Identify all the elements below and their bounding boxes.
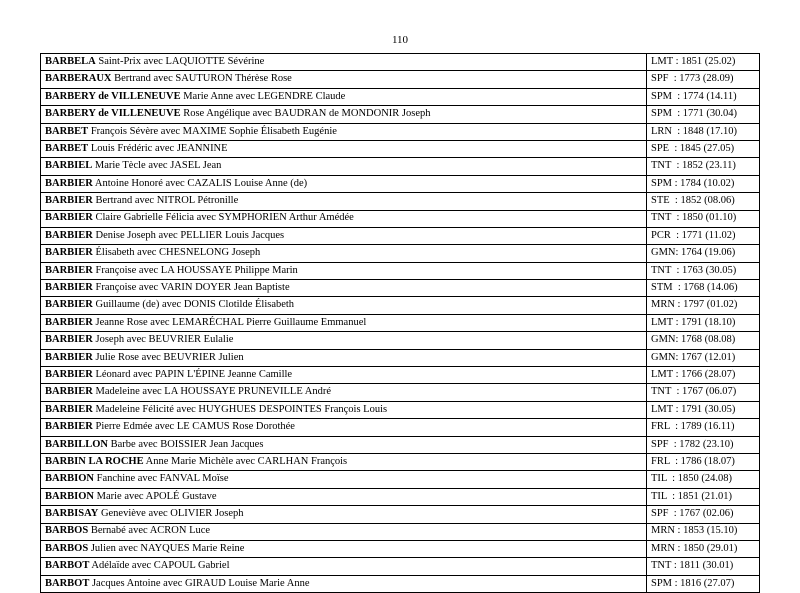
spouses-names: Marie Tècle avec JASEL Jean — [94, 160, 222, 172]
surname: BARBION — [45, 473, 95, 485]
parish-date-cell: SPM : 1774 (14.11) — [647, 88, 760, 105]
names-cell — [41, 262, 647, 279]
marriage-index-table — [40, 53, 760, 593]
parish-date-cell: LMT : 1791 (30.05) — [647, 401, 760, 418]
table-row — [41, 453, 760, 470]
table-row — [41, 210, 760, 227]
surname: BARBIER — [45, 351, 93, 363]
spouses-names: Élisabeth avec CHESNELONG Joseph — [95, 247, 261, 259]
spouses-names: Françoise avec LA HOUSSAYE Philippe Marin — [95, 264, 298, 276]
page-number: 110 — [391, 34, 409, 46]
names-cell — [41, 193, 647, 210]
parish-date-cell: SPM : 1771 (30.04) — [647, 106, 760, 123]
parish-date-cell: TNT : 1767 (06.07) — [647, 384, 760, 401]
spouses-names: Bertrand avec NITROL Pétronille — [95, 195, 239, 207]
table-row — [41, 54, 760, 71]
surname: BARBIER — [45, 403, 93, 415]
parish-date-cell: TNT : 1850 (01.10) — [647, 210, 760, 227]
names-cell — [41, 332, 647, 349]
table-row — [41, 106, 760, 123]
names-cell — [41, 123, 647, 140]
parish-date-cell: MRN : 1797 (01.02) — [647, 297, 760, 314]
spouses-names: Barbe avec BOISSIER Jean Jacques — [110, 438, 264, 450]
parish-date-cell: SPF : 1767 (02.06) — [647, 506, 760, 523]
parish-date-cell: FRL : 1789 (16.11) — [647, 419, 760, 436]
names-cell — [41, 245, 647, 262]
names-cell — [41, 488, 647, 505]
names-cell — [41, 436, 647, 453]
table-row — [41, 419, 760, 436]
table-row — [41, 158, 760, 175]
surname: BARBIER — [45, 282, 93, 294]
table-row — [41, 401, 760, 418]
table-row — [41, 471, 760, 488]
parish-date-cell: GMN: 1768 (08.08) — [647, 332, 760, 349]
table-row — [41, 540, 760, 557]
surname: BARBIER — [45, 229, 93, 241]
names-cell — [41, 210, 647, 227]
table-row — [41, 88, 760, 105]
parish-date-cell: SPF : 1773 (28.09) — [647, 71, 760, 88]
surname: BARBIER — [45, 368, 93, 380]
table-row — [41, 436, 760, 453]
names-cell — [41, 540, 647, 557]
table-row — [41, 575, 760, 592]
names-cell — [41, 419, 647, 436]
spouses-names: Julien avec NAYQUES Marie Reine — [90, 542, 245, 554]
names-cell — [41, 140, 647, 157]
parish-date-cell: LMT : 1766 (28.07) — [647, 367, 760, 384]
names-cell — [41, 175, 647, 192]
table-row — [41, 367, 760, 384]
parish-date-cell: SPF : 1782 (23.10) — [647, 436, 760, 453]
spouses-names: Jeanne Rose avec LEMARÉCHAL Pierre Guillaume Emmanuel — [95, 316, 367, 328]
surname: BARBIER — [45, 334, 93, 346]
table-row — [41, 384, 760, 401]
spouses-names: Fanchine avec FANVAL Moïse — [96, 473, 229, 485]
surname: BARBIER — [45, 212, 93, 224]
table-row — [41, 262, 760, 279]
spouses-names: Anne Marie Michèle avec CARLHAN François — [145, 455, 348, 467]
names-cell — [41, 314, 647, 331]
surname: BARBILLON — [45, 438, 109, 450]
parish-date-cell: SPE : 1845 (27.05) — [647, 140, 760, 157]
parish-date-cell: STM : 1768 (14.06) — [647, 280, 760, 297]
surname: BARBIN LA ROCHE — [45, 455, 144, 467]
table-row — [41, 558, 760, 575]
parish-date-cell: LMT : 1791 (18.10) — [647, 314, 760, 331]
table-row — [41, 140, 760, 157]
table-row — [41, 314, 760, 331]
names-cell — [41, 280, 647, 297]
names-cell — [41, 349, 647, 366]
spouses-names: Marie Anne avec LEGENDRE Claude — [183, 90, 346, 102]
spouses-names: Jacques Antoine avec GIRAUD Louise Marie Anne — [91, 577, 310, 589]
table-body — [41, 54, 760, 593]
names-cell — [41, 384, 647, 401]
spouses-names: Saint-Prix avec LAQUIOTTE Sévérine — [98, 55, 265, 67]
spouses-names: Adélaïde avec CAPOUL Gabriel — [91, 560, 230, 572]
names-cell — [41, 106, 647, 123]
names-cell — [41, 158, 647, 175]
table-row — [41, 349, 760, 366]
table-row — [41, 175, 760, 192]
parish-date-cell: SPM : 1784 (10.02) — [647, 175, 760, 192]
spouses-names: Madeleine Félicité avec HUYGHUES DESPOINTES François Louis — [95, 403, 388, 415]
spouses-names: Madeleine avec LA HOUSSAYE PRUNEVILLE André — [95, 386, 332, 398]
names-cell — [41, 401, 647, 418]
parish-date-cell: MRN : 1853 (15.10) — [647, 523, 760, 540]
parish-date-cell: TNT : 1852 (23.11) — [647, 158, 760, 175]
spouses-names: Joseph avec BEUVRIER Eulalie — [95, 334, 234, 346]
surname: BARBIER — [45, 247, 93, 259]
surname: BARBERY de VILLENEUVE — [45, 108, 181, 120]
table-row — [41, 193, 760, 210]
table-row — [41, 332, 760, 349]
parish-date-cell: TNT : 1811 (30.01) — [647, 558, 760, 575]
surname: BARBIER — [45, 421, 93, 433]
surname: BARBIER — [45, 177, 93, 189]
surname: BARBOT — [45, 577, 90, 589]
surname: BARBET — [45, 142, 89, 154]
table-row — [41, 280, 760, 297]
surname: BARBOS — [45, 542, 89, 554]
names-cell — [41, 297, 647, 314]
surname: BARBIER — [45, 299, 93, 311]
spouses-names: Geneviève avec OLIVIER Joseph — [100, 508, 244, 520]
parish-date-cell: STE : 1852 (08.06) — [647, 193, 760, 210]
names-cell — [41, 523, 647, 540]
parish-date-cell: GMN: 1764 (19.06) — [647, 245, 760, 262]
names-cell — [41, 227, 647, 244]
spouses-names: Guillaume (de) avec DONIS Clotilde Élisabeth — [95, 299, 295, 311]
table-row — [41, 245, 760, 262]
names-cell — [41, 558, 647, 575]
surname: BARBOS — [45, 525, 89, 537]
spouses-names: Rose Angélique avec BAUDRAN de MONDONIR Joseph — [183, 108, 431, 120]
names-cell — [41, 453, 647, 470]
spouses-names: Bernabé avec ACRON Luce — [90, 525, 211, 537]
names-cell — [41, 506, 647, 523]
surname: BARBET — [45, 125, 89, 137]
parish-date-cell: SPM : 1816 (27.07) — [647, 575, 760, 592]
names-cell — [41, 367, 647, 384]
spouses-names: Louis Frédéric avec JEANNINE — [90, 142, 228, 154]
table-row — [41, 297, 760, 314]
table-row — [41, 123, 760, 140]
surname: BARBIER — [45, 195, 93, 207]
parish-date-cell: LMT : 1851 (25.02) — [647, 54, 760, 71]
parish-date-cell: MRN : 1850 (29.01) — [647, 540, 760, 557]
spouses-names: Antoine Honoré avec CAZALIS Louise Anne (de) — [94, 177, 308, 189]
table-row — [41, 506, 760, 523]
parish-date-cell: LRN : 1848 (17.10) — [647, 123, 760, 140]
parish-date-cell: TIL : 1851 (21.01) — [647, 488, 760, 505]
spouses-names: François Sévère avec MAXIME Sophie Élisabeth Eugénie — [90, 125, 337, 137]
surname: BARBERY de VILLENEUVE — [45, 90, 181, 102]
names-cell — [41, 471, 647, 488]
surname: BARBOT — [45, 560, 90, 572]
parish-date-cell: TIL : 1850 (24.08) — [647, 471, 760, 488]
spouses-names: Claire Gabrielle Félicia avec SYMPHORIEN Arthur Amédée — [95, 212, 354, 224]
surname: BARBION — [45, 490, 95, 502]
names-cell — [41, 71, 647, 88]
parish-date-cell: PCR : 1771 (11.02) — [647, 227, 760, 244]
names-cell — [41, 54, 647, 71]
surname: BARBIER — [45, 264, 93, 276]
names-cell — [41, 88, 647, 105]
table-row — [41, 71, 760, 88]
surname: BARBIEL — [45, 160, 93, 172]
parish-date-cell: GMN: 1767 (12.01) — [647, 349, 760, 366]
surname: BARBIER — [45, 316, 93, 328]
table-row — [41, 488, 760, 505]
spouses-names: Denise Joseph avec PELLIER Louis Jacques — [95, 229, 285, 241]
surname: BARBIER — [45, 386, 93, 398]
surname: BARBISAY — [45, 508, 99, 520]
spouses-names: Léonard avec PAPIN L'ÉPINE Jeanne Camille — [95, 368, 293, 380]
spouses-names: Pierre Edmée avec LE CAMUS Rose Dorothée — [95, 421, 295, 433]
table-row — [41, 227, 760, 244]
spouses-names: Bertrand avec SAUTURON Thérèse Rose — [114, 73, 292, 85]
spouses-names: Marie avec APOLÉ Gustave — [96, 490, 217, 502]
spouses-names: Julie Rose avec BEUVRIER Julien — [95, 351, 244, 363]
surname: BARBERAUX — [45, 73, 112, 85]
surname: BARBELA — [45, 55, 96, 67]
table-row — [41, 523, 760, 540]
parish-date-cell: TNT : 1763 (30.05) — [647, 262, 760, 279]
names-cell — [41, 575, 647, 592]
parish-date-cell: FRL : 1786 (18.07) — [647, 453, 760, 470]
spouses-names: Françoise avec VARIN DOYER Jean Baptiste — [95, 282, 290, 294]
